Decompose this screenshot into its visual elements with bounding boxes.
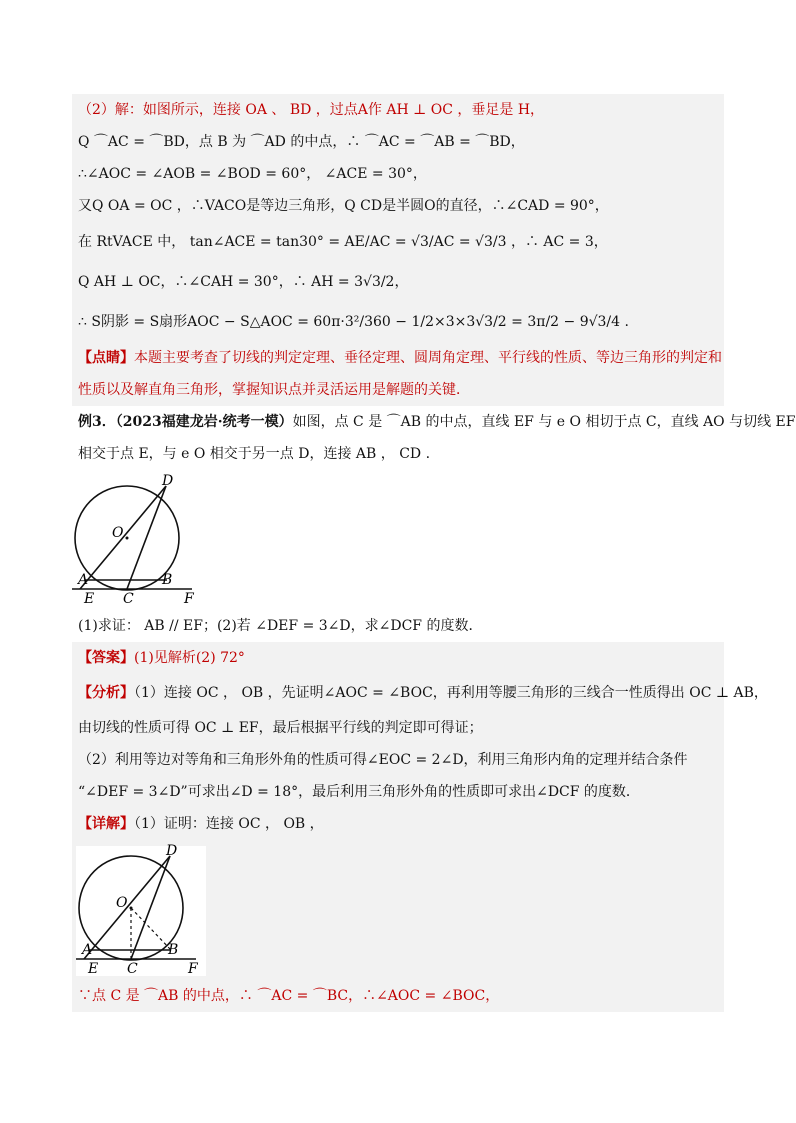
label-o: O [112,525,124,541]
detail-tag: 【详解】 [78,816,134,832]
example-label: 例3．（2023福建龙岩·统考一模） [78,414,293,430]
detail-last-text: ∵点 C 是 ⌒AB 的中点，∴ ⌒AC = ⌒BC，∴∠AOC = ∠BOC， [78,988,500,1004]
analysis-line-3: （2）利用等边对等角和三角形外角的性质可得∠EOC = 2∠D，利用三角形内角的定理并结合条件 [78,752,688,768]
label-c-2: C [127,961,138,977]
solution-line-6: Q AH ⊥ OC，∴∠CAH = 30°，∴ AH = 3√3/2， [78,274,409,290]
label-e: E [84,591,95,607]
document-page [72,94,796,1012]
solution-line-5: 在 RtVACE 中， tan∠ACE = tan30° = AE/AC = √3/AC = √3/3 ，∴ AC = 3， [78,234,608,250]
label-o-2: O [116,895,128,911]
label-f-2: F [188,961,198,977]
analysis-text-1: （1）连接 OC ， OB ，先证明∠AOC = ∠BOC，再利用等腰三角形的三线合一性质得出 OC ⊥ AB， [134,685,768,701]
label-b-2: B [168,942,179,958]
answer-text: (1)见解析(2) 72° [134,650,245,666]
solution-line-1-text: （2）解：如图所示，连接 OA 、 BD ，过点A作 AH ⊥ OC ，垂足是 H， [78,102,545,118]
example-line-1 [72,406,796,438]
dianjing-line-2 [72,374,724,406]
solution-line-4: 又Q OA = OC ，∴VACO是等边三角形，Q CD是半圆O的直径，∴∠CAD = 90°， [78,198,609,214]
label-b: B [162,572,173,588]
dianjing-text-2: 性质以及解直角三角形，掌握知识点并灵活运用是解题的关键． [78,382,470,398]
geometry-figure-1 [72,470,724,610]
label-a: A [78,572,89,588]
dianjing-text-1: 本题主要考查了切线的判定定理、垂径定理、圆周角定理、平行线的性质、等边三角形的判定和 [134,350,722,366]
analysis-line-2: 由切线的性质可得 OC ⊥ EF，最后根据平行线的判定即可得证； [78,720,483,736]
solution-line-1 [72,94,724,126]
solution-line-7: ∴ S阴影 = S扇形AOC − S△AOC = 60π·3²/360 − 1/2×3×3√3/2 = 3π/2 − 9√3/4 . [78,314,629,330]
detail-line [72,808,724,840]
analysis-line-1 [72,674,768,712]
line-cd [127,486,166,589]
label-a-2: A [82,942,93,958]
label-e-2: E [88,961,99,977]
answer-block [72,642,768,1012]
solution-line-2: Q ⌒AC = ⌒BD，点 B 为 ⌒AD 的中点，∴ ⌒AC = ⌒AB = ⌒BD， [78,134,525,150]
center-dot-2 [130,907,133,910]
answer-line [72,642,724,674]
detail-last-line [72,980,724,1012]
circle-diagram-1 [72,473,212,607]
label-c: C [123,591,134,607]
center-dot [126,537,129,540]
example-text-1: 如图，点 C 是 ⌒AB 的中点，直线 EF 与 e O 相切于点 C，直线 AO 与切线 EF [292,414,796,430]
solution-part2-block [72,94,724,406]
answer-tag: 【答案】 [78,650,134,666]
question-line: (1)求证： AB // EF；(2)若 ∠DEF = 3∠D，求∠DCF 的度数． [78,618,483,634]
detail-text: （1）证明：连接 OC ， OB ， [134,816,324,832]
figure-background [76,846,206,976]
solution-line-3: ∴∠AOC = ∠AOB = ∠BOD = 60°， ∠ACE = 30°， [78,166,427,182]
label-f: F [184,591,194,607]
dianjing-tag: 【点睛】 [78,350,134,366]
label-d-2: D [166,843,178,859]
analysis-tag: 【分析】 [78,685,134,701]
geometry-figure-2 [72,840,724,980]
label-d: D [162,473,174,489]
circle-diagram-2 [76,843,206,977]
analysis-line-4: “∠DEF = 3∠D”可求出∠D = 18°，最后利用三角形外角的性质即可求出∠DCF 的度数． [78,784,640,800]
example-line-2: 相交于点 E，与 e O 相交于另一点 D，连接 AB ， CD . [78,446,431,462]
dianjing-line-1 [72,342,724,374]
